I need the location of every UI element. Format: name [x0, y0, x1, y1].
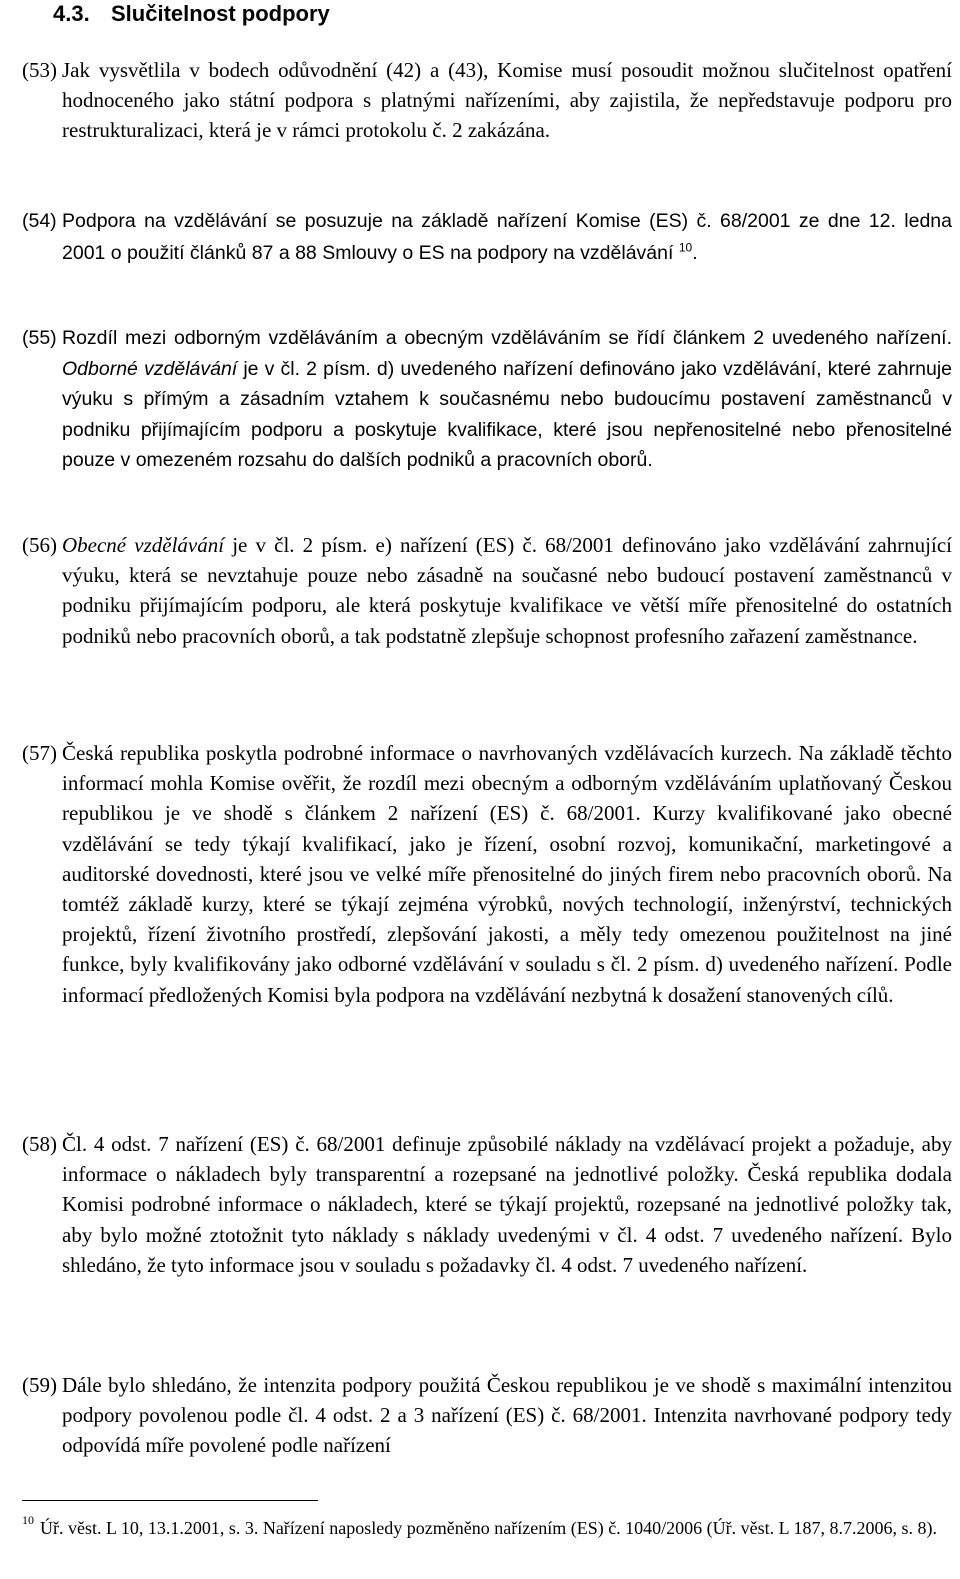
paragraph-number: (59) [22, 1373, 57, 1397]
paragraph-text-b: je v čl. 2 písm. d) uvedeného nařízení definováno jako vzdělávání, které zahrnuje výuku s přímým a zásadním vztahem k současnému nebo budoucímu postavení zaměstnanců v podniku přijímajícím podporu a poskytuje kvalifikace, které jsou nepřenositelné nebo přenositelné pouze v omezeném rozsahu do dalších podniků a pracovních oborů. [62, 357, 952, 471]
paragraph-number: (56) [22, 533, 57, 557]
section-number: 4.3. [53, 1, 90, 26]
footnote-text: Úř. věst. L 10, 13.1.2001, s. 3. Nařízení naposledy pozměněno nařízením (ES) č. 1040/2006 (Úř. věst. L 187, 8.7.2006, s. 8). [40, 1518, 937, 1538]
paragraph-text: Česká republika poskytla podrobné informace o navrhovaných vzdělávacích kurzech. Na základě těchto informací mohla Komise ověřit, že rozdíl mezi obecným a odborným vzděláváním uplatňovaný Českou republikou je ve shodě s článkem 2 nařízení (ES) č. 68/2001. Kurzy kvalifikované jako obecné vzdělávání se tedy týkají kvalifikací, jako je řízení, osobní rozvoj, komunikační, marketingové a auditorské dovednosti, které jsou ve velké míře přenositelné do jiných firem nebo pracovních oborů. Na tomtéž základě kurzy, které se týkají zejména výrobků, nových technologií, inženýrství, technických projektů, řízení životního prostředí, zlepšování jakosti, a měly tedy omezenou použitelnost na jiné funkce, byly kvalifikovány jako odborné vzdělávání v souladu s čl. 2 písm. d) uvedeného nařízení. Podle informací předložených Komisi byla podpora na vzdělávání nezbytná k dosažení stanovených cílů. [62, 741, 952, 1007]
paragraph-text: Dále bylo shledáno, že intenzita podpory použitá Českou republikou je ve shodě s maximální intenzitou podpory povolenou podle čl. 4 odst. 2 a 3 nařízení (ES) č. 68/2001. Intenzita navrhované podpory tedy odpovídá míře povolené podle nařízení [62, 1373, 952, 1458]
section-title: Slučitelnost podpory [111, 1, 330, 26]
paragraph-text: Podpora na vzdělávání se posuzuje na základě nařízení Komise (ES) č. 68/2001 ze dne 12. ledna 2001 o použití článků 87 a 88 Smlouvy o ES na podpory na vzdělávání [62, 210, 952, 264]
paragraph-55 [22, 323, 952, 476]
paragraph-text: Jak vysvětlila v bodech odůvodnění (42) a (43), Komise musí posoudit možnou slučitelnost opatření hodnoceného jako státní podpora s platnými nařízeními, aby zajistila, že nepředstavuje podporu pro restrukturalizaci, která je v rámci protokolu č. 2 zakázána. [62, 58, 952, 143]
paragraph-tail: . [692, 242, 698, 264]
paragraph-number: (55) [22, 327, 57, 349]
term-odborne: Odborné vzdělávání [62, 357, 238, 380]
paragraph-number: (53) [22, 58, 57, 82]
paragraph-59 [22, 1370, 952, 1461]
term-obecne: Obecné vzdělávání [62, 533, 225, 557]
footnote-ref[interactable]: 10 [678, 240, 693, 255]
paragraph-53 [22, 55, 952, 146]
section-heading [53, 0, 330, 28]
paragraph-57 [22, 738, 952, 1010]
paragraph-number: (57) [22, 741, 57, 765]
paragraph-58 [22, 1129, 952, 1280]
footnote [22, 1513, 952, 1541]
paragraph-number: (54) [22, 210, 57, 232]
paragraph-56 [22, 530, 952, 651]
footnote-number: 10 [22, 1513, 34, 1527]
paragraph-text: Čl. 4 odst. 7 nařízení (ES) č. 68/2001 definuje způsobilé náklady na vzdělávací projekt a požaduje, aby informace o nákladech byly transparentní a rozepsané na jednotlivé položky. Česká republika dodala Komisi podrobné informace o nákladech, které se týkají projektů, rozepsané na jednotlivé položky tak, aby bylo možné ztotožnit tyto náklady s náklady uvedenými v čl. 4 odst. 7 uvedeného nařízení. Bylo shledáno, že tyto informace jsou v souladu s požadavky čl. 4 odst. 7 uvedeného nařízení. [62, 1132, 952, 1277]
paragraph-number: (58) [22, 1132, 57, 1156]
footnote-divider [22, 1500, 318, 1501]
paragraph-text: je v čl. 2 písm. e) nařízení (ES) č. 68/2001 definováno jako vzdělávání zahrnující výuku, která se nevztahuje pouze nebo zásadně na současné nebo budoucí postavení zaměstnanců v podniku přijímajícím podporu, ale která poskytuje kvalifikace ve větší míře přenositelné do ostatních podniků nebo pracovních oborů, a tak podstatně zlepšuje schopnost profesního zařazení zaměstnance. [62, 533, 952, 648]
paragraph-text-a: Rozdíl mezi odborným vzděláváním a obecným vzděláváním se řídí článkem 2 uvedeného nařízení. [62, 327, 952, 349]
paragraph-54 [22, 205, 952, 269]
